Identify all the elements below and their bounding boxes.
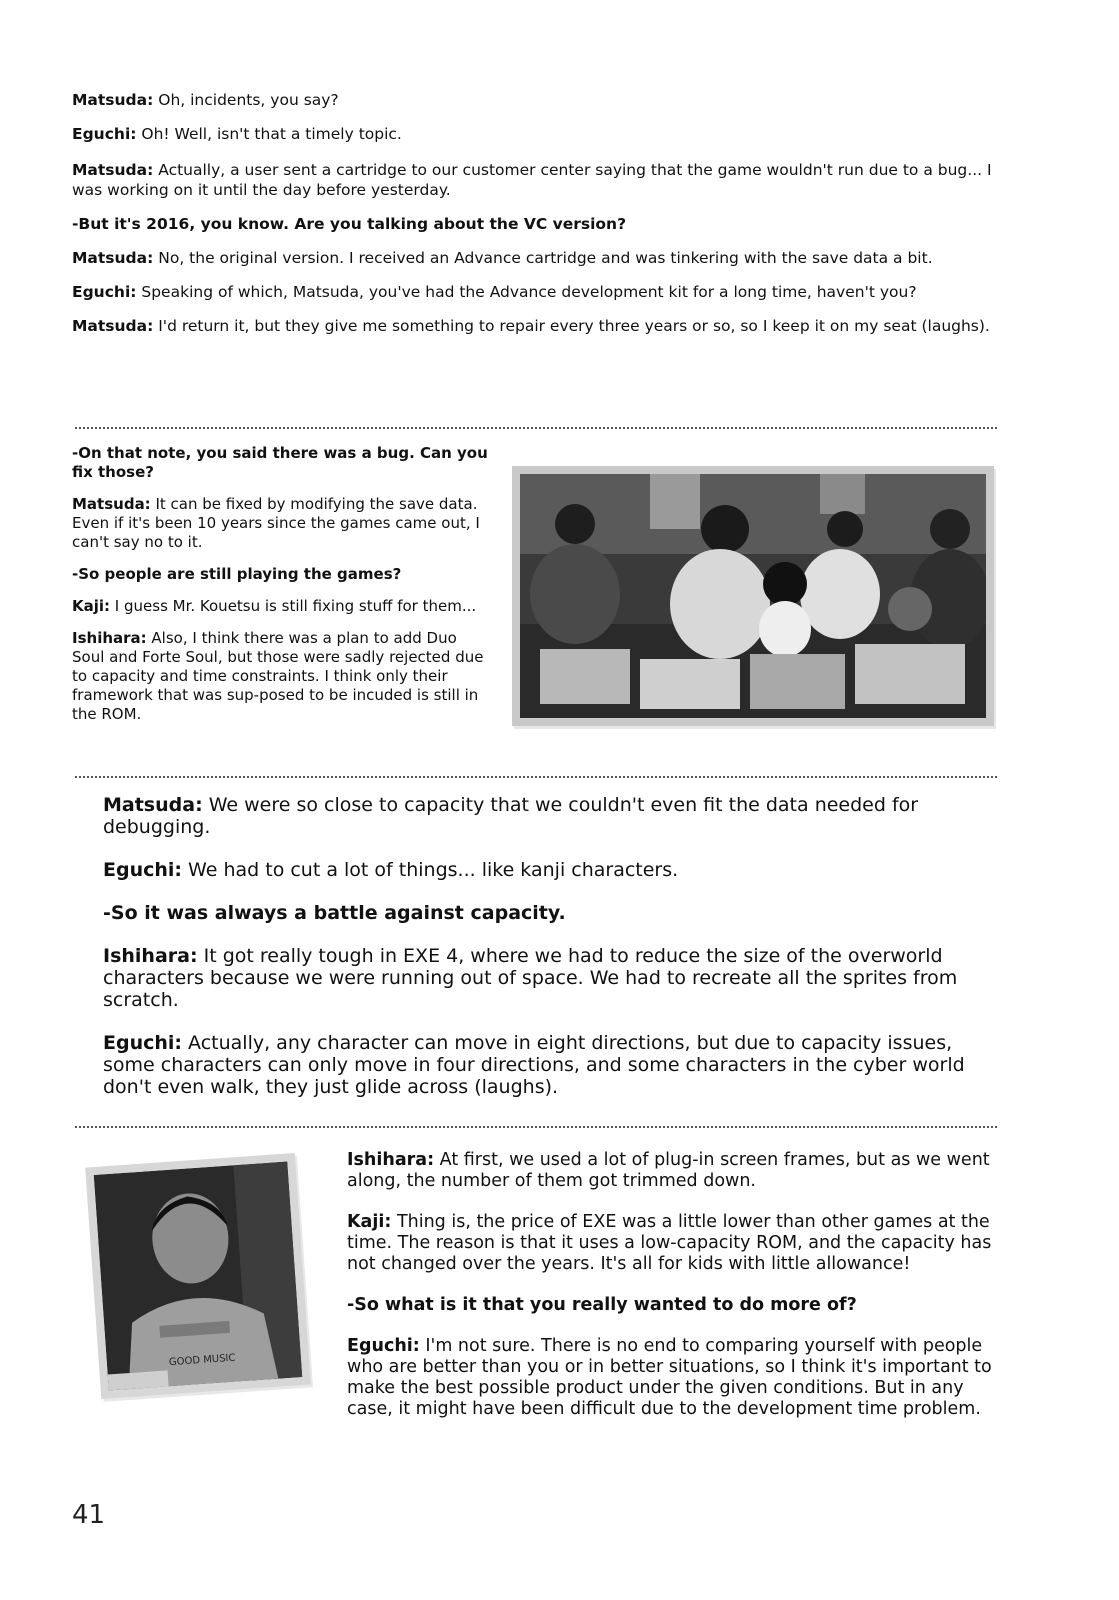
dialogue-text: I guess Mr. Kouetsu is still fixing stuff for them... — [110, 597, 477, 615]
feature-section — [103, 794, 993, 1119]
dialogue-line — [103, 794, 993, 838]
dialogue-text: Oh, incidents, you say? — [153, 91, 339, 109]
speaker-name: Eguchi: — [103, 859, 183, 881]
dialogue-text: It got really tough in EXE 4, where we had to reduce the size of the overworld characters because we were running out of space. We had to recreate all the sprites from scratch. — [103, 945, 958, 1011]
speaker-name: Ishihara: — [103, 945, 198, 967]
dialogue-text: Oh! Well, isn't that a timely topic. — [136, 125, 402, 143]
portrait-photo-image — [94, 1161, 303, 1390]
dotted-divider — [75, 1126, 997, 1128]
dialogue-line — [103, 945, 993, 1011]
dialogue-text: Also, I think there was a plan to add Duo Soul and Forte Soul, but those were sadly rejected due to capacity and time constraints. I think only their framework that was sup-posed to be incuded is still in the ROM. — [72, 629, 484, 723]
group-photo-image — [520, 474, 986, 718]
bottom-section — [347, 1150, 997, 1440]
dialogue-text: I'd return it, but they give me something to repair every three years or so, so I keep it on my seat (laughs). — [153, 317, 990, 335]
dialogue-line — [72, 629, 492, 724]
dialogue-line — [103, 1032, 993, 1098]
speaker-name: Eguchi: — [347, 1336, 420, 1356]
dialogue-text: No, the original version. I received an Advance cartridge and was tinkering with the save data a bit. — [153, 249, 933, 267]
dialogue-text: Speaking of which, Matsuda, you've had the Advance development kit for a long time, haven't you? — [136, 283, 917, 301]
group-photo — [512, 466, 994, 726]
dialogue-line — [72, 160, 1000, 200]
dialogue-text: It can be fixed by modifying the save data. Even if it's been 10 years since the games came out, I can't say no to it. — [72, 495, 480, 551]
portrait-photo — [85, 1153, 311, 1399]
speaker-name: Kaji: — [347, 1212, 392, 1232]
interviewer-question: -So people are still playing the games? — [72, 565, 402, 583]
dialogue-line — [72, 282, 1000, 302]
dialogue-text: We had to cut a lot of things... like kanji characters. — [182, 859, 679, 881]
interviewer-question: -But it's 2016, you know. Are you talking about the VC version? — [72, 215, 627, 233]
dialogue-text: At first, we used a lot of plug-in screen frames, but as we went along, the number of them got trimmed down. — [347, 1150, 990, 1191]
dialogue-text: Thing is, the price of EXE was a little lower than other games at the time. The reason is that it uses a low-capacity ROM, and the capacity has not changed over the years. It's all for kids with little allowance! — [347, 1212, 992, 1274]
dialogue-text: I'm not sure. There is no end to comparing yourself with people who are better than you or in better situations, so I think it's important to make the best possible product under the given conditions. But in any case, it might have been difficult due to the development time problem. — [347, 1336, 992, 1419]
speaker-name: Matsuda: — [72, 317, 154, 335]
dialogue-line — [72, 316, 1000, 336]
dialogue-line — [103, 859, 993, 881]
dotted-divider — [75, 427, 997, 429]
top-section — [72, 90, 1000, 350]
interviewer-question: -On that note, you said there was a bug. Can you fix those? — [72, 444, 488, 481]
speaker-name: Matsuda: — [72, 249, 154, 267]
shirt-print: GOOD MUSIC — [168, 1352, 236, 1369]
speaker-name: Eguchi: — [103, 1032, 183, 1054]
middle-section — [72, 444, 492, 737]
interviewer-question: -So what is it that you really wanted to do more of? — [347, 1295, 857, 1315]
dialogue-text: We were so close to capacity that we couldn't even fit the data needed for debugging. — [103, 794, 919, 838]
speaker-name: Kaji: — [72, 597, 111, 615]
speaker-name: Ishihara: — [347, 1150, 435, 1170]
dialogue-line — [347, 1150, 997, 1192]
speaker-name: Eguchi: — [72, 125, 137, 143]
interviewer-question: -So it was always a battle against capacity. — [103, 902, 566, 924]
dialogue-text: Actually, any character can move in eight directions, but due to capacity issues, some characters can only move in four directions, and some characters in the cyber world don't even walk, they just glide across (laughs). — [103, 1032, 965, 1098]
page-number: 41 — [72, 1500, 106, 1530]
speaker-name: Matsuda: — [72, 161, 154, 179]
dialogue-line — [347, 1336, 997, 1420]
dialogue-line — [72, 124, 1000, 144]
speaker-name: Ishihara: — [72, 629, 147, 647]
dialogue-text: Actually, a user sent a cartridge to our customer center saying that the game wouldn't run due to a bug... I was working on it until the day before yesterday. — [72, 161, 992, 199]
dialogue-line — [72, 90, 1000, 110]
dialogue-line — [72, 248, 1000, 268]
speaker-name: Eguchi: — [72, 283, 137, 301]
dialogue-line — [72, 495, 492, 552]
speaker-name: Matsuda: — [103, 794, 203, 816]
dialogue-line — [72, 597, 492, 616]
dialogue-line — [347, 1212, 997, 1275]
speaker-name: Matsuda: — [72, 495, 151, 513]
dotted-divider — [75, 776, 997, 778]
speaker-name: Matsuda: — [72, 91, 154, 109]
